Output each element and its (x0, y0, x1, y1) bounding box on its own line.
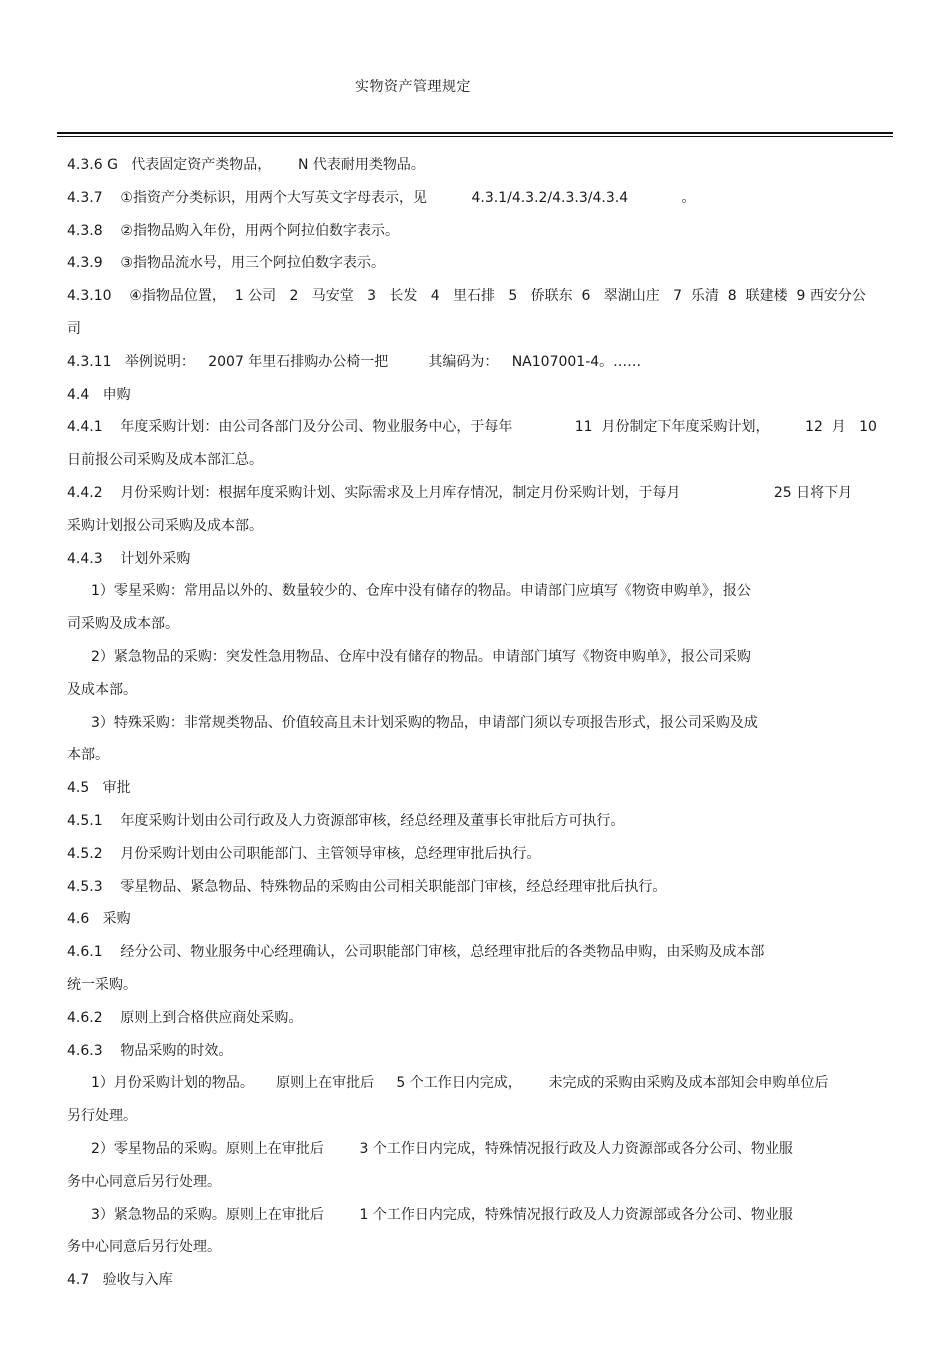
page-title: 实物资产管理规定 (355, 79, 471, 95)
header-rule-thick (57, 132, 893, 134)
text-line: 统一采购。 (67, 976, 137, 993)
text-line: 4.3.6 G 代表固定资产类物品， N 代表耐用类物品。 (67, 157, 425, 173)
text-line: 3）紧急物品的采购。原则上在审批后 1 个工作日内完成，特殊情况报行政及人力资源部或各分公司、物业服 (91, 1206, 793, 1223)
text-line: 4.3.11 举例说明： 2007 年里石排购办公椅一把 其编码为： NA107001-4。…… (67, 353, 642, 370)
text-line: 司采购及成本部。 (67, 616, 179, 633)
text-line: 另行处理。 (67, 1108, 137, 1125)
text-line: 4.3.10 ④指物品位置， 1 公司 2 马安堂 3 长发 4 里石排 5 侨联东 6 翠湖山庄 7 乐清 8 联建楼 9 西安分公 (67, 288, 866, 305)
text-line: 1）零星采购：常用品以外的、数量较少的、仓库中没有储存的物品。申请部门应填写《物资申购单》，报公 (91, 583, 751, 600)
text-line: 4.5.2 月份采购计划由公司职能部门、主管领导审核，总经理审批后执行。 (67, 845, 541, 862)
text-line: 4.3.9 ③指物品流水号，用三个阿拉伯数字表示。 (67, 255, 385, 272)
text-line: 务中心同意后另行处理。 (67, 1239, 221, 1256)
text-line: 4.6 采购 (67, 911, 131, 928)
text-line: 务中心同意后另行处理。 (67, 1173, 221, 1190)
text-line: 2）零星物品的采购。原则上在审批后 3 个工作日内完成，特殊情况报行政及人力资源部或各分公司、物业服 (91, 1140, 793, 1157)
text-line: 4.4.1 年度采购计划：由公司各部门及分公司、物业服务中心，于每年 11 月份制定下年度采购计划， 12 月 10 (67, 419, 877, 436)
text-line: 3）特殊采购：非常规类物品、价值较高且未计划采购的物品，申请部门须以专项报告形式，报公司采购及成 (91, 714, 758, 731)
text-line: 4.6.2 原则上到合格供应商处采购。 (67, 1009, 303, 1026)
text-line: 4.5.3 零星物品、紧急物品、特殊物品的采购由公司相关职能部门审核，经总经理审批后执行。 (67, 878, 667, 895)
text-line: 2）紧急物品的采购：突发性急用物品、仓库中没有储存的物品。申请部门填写《物资申购单》，报公司采购 (91, 648, 751, 665)
text-line: 4.5.1 年度采购计划由公司行政及人力资源部审核，经总经理及董事长审批后方可执行。 (67, 812, 625, 829)
text-line: 采购计划报公司采购及成本部。 (67, 517, 263, 534)
text-line: 4.4.2 月份采购计划：根据年度采购计划、实际需求及上月库存情况，制定月份采购计划，于每月 25 日将下月 (67, 484, 853, 501)
text-line: 1）月份采购计划的物品。 原则上在审批后 5 个工作日内完成， 未完成的采购由采购及成本部知会申购单位后 (91, 1075, 829, 1092)
text-line: 4.3.8 ②指物品购入年份，用两个阿拉伯数字表示。 (67, 222, 399, 239)
text-line: 日前报公司采购及成本部汇总。 (67, 452, 263, 469)
text-line: 4.6.3 物品采购的时效。 (67, 1042, 233, 1059)
text-line: 及成本部。 (67, 681, 137, 698)
header-rule-thin (57, 136, 893, 137)
text-line: 本部。 (67, 747, 109, 764)
document-body (67, 151, 887, 1299)
text-line: 4.4 申购 (67, 386, 131, 403)
text-line: 司 (67, 320, 81, 337)
text-line: 4.7 验收与入库 (67, 1272, 173, 1289)
text-line: 4.4.3 计划外采购 (67, 550, 191, 567)
text-line: 4.3.7 ①指资产分类标识，用两个大写英文字母表示，见 4.3.1/4.3.2/4.3.3/4.3.4 。 (67, 189, 696, 206)
text-line: 4.5 审批 (67, 780, 131, 797)
text-line: 4.6.1 经分公司、物业服务中心经理确认，公司职能部门审核，总经理审批后的各类物品申购，由采购及成本部 (67, 944, 765, 961)
